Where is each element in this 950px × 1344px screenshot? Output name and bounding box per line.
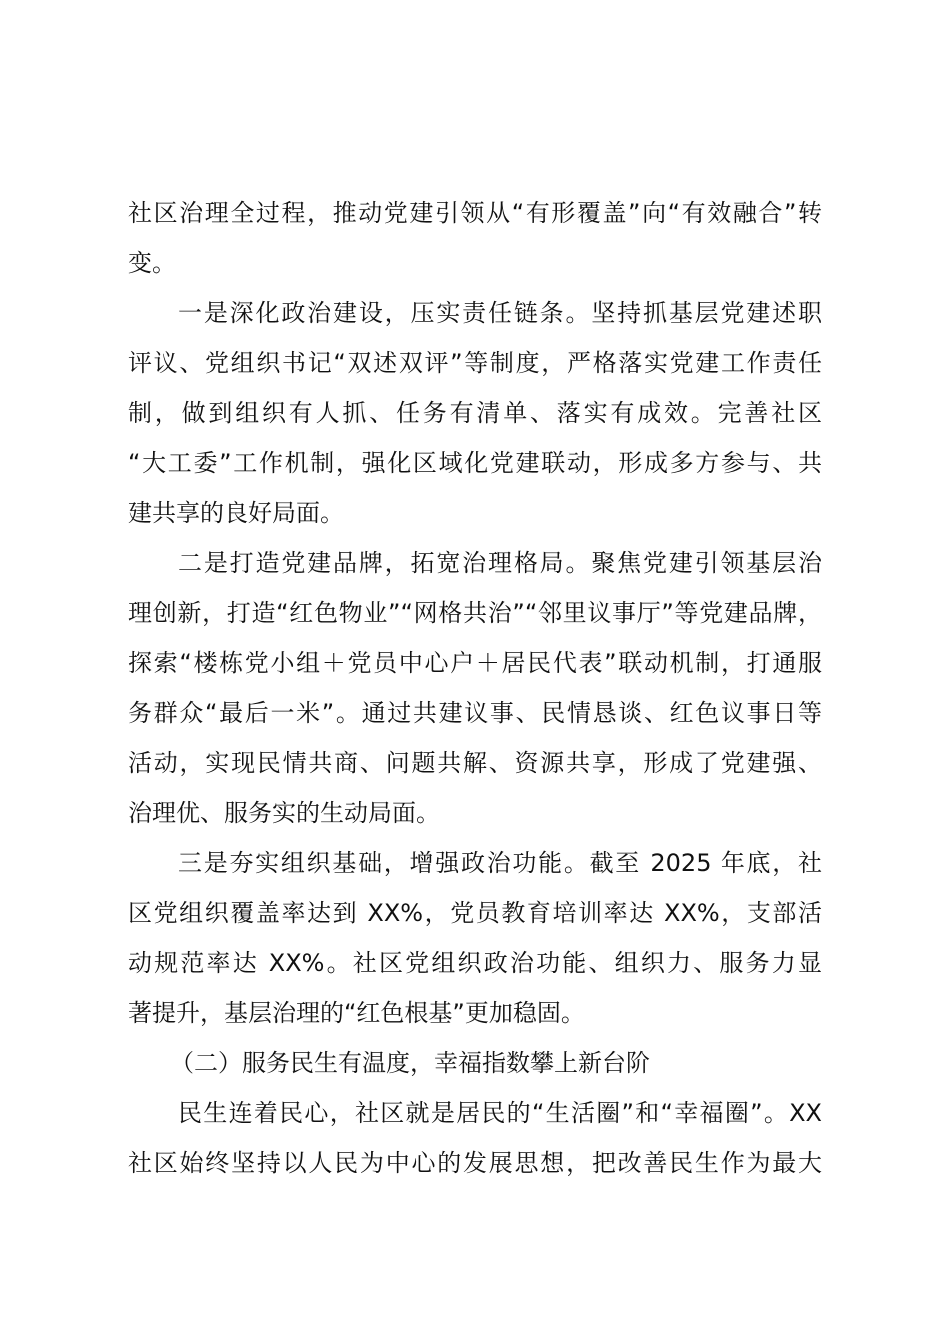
- text-line: 探索“楼栋党小组＋党员中心户＋居民代表”联动机制，打通服: [128, 649, 822, 677]
- section-heading: [128, 1038, 822, 1088]
- document-page: [128, 188, 822, 1188]
- text-line: 二是打造党建品牌，拓宽治理格局。聚焦党建引领基层治: [178, 549, 822, 577]
- text-line: 民生连着民心，社区就是居民的“生活圈”和“幸福圈”。XX: [178, 1099, 822, 1127]
- text-line: 社区始终坚持以人民为中心的发展思想，把改善民生作为最大: [128, 1149, 822, 1177]
- text-line: 制，做到组织有人抓、任务有清单、落实有成效。完善社区: [128, 399, 822, 427]
- text-line: “大工委”工作机制，强化区域化党建联动，形成多方参与、共: [128, 449, 822, 477]
- text-line: 建共享的良好局面。: [128, 499, 344, 527]
- paragraph: [128, 288, 822, 538]
- paragraph: [128, 188, 822, 288]
- text-line: 理创新，打造“红色物业”“网格共治”“邻里议事厅”等党建品牌，: [128, 599, 822, 627]
- text-line: 动规范率达 XX%。社区党组织政治功能、组织力、服务力显: [128, 949, 822, 977]
- text-line: （二）服务民生有温度，幸福指数攀上新台阶: [170, 1049, 650, 1077]
- text-line: 著提升，基层治理的“红色根基”更加稳固。: [128, 999, 585, 1027]
- text-line: 治理优、服务实的生动局面。: [128, 799, 440, 827]
- text-line: 区党组织覆盖率达到 XX%，党员教育培训率达 XX%，支部活: [128, 899, 822, 927]
- text-line: 评议、党组织书记“双述双评”等制度，严格落实党建工作责任: [128, 349, 822, 377]
- text-line: 活动，实现民情共商、问题共解、资源共享，形成了党建强、: [128, 749, 822, 777]
- text-line: 三是夯实组织基础，增强政治功能。截至 2025 年底，社: [178, 849, 822, 877]
- paragraph: [128, 1088, 822, 1188]
- text-line: 务群众“最后一米”。通过共建议事、民情恳谈、红色议事日等: [128, 699, 822, 727]
- paragraph: [128, 838, 822, 1038]
- paragraph: [128, 538, 822, 838]
- text-line: 一是深化政治建设，压实责任链条。坚持抓基层党建述职: [178, 299, 822, 327]
- text-line: 社区治理全过程，推动党建引领从“有形覆盖”向“有效融合”转: [128, 199, 822, 227]
- text-line: 变。: [128, 249, 176, 277]
